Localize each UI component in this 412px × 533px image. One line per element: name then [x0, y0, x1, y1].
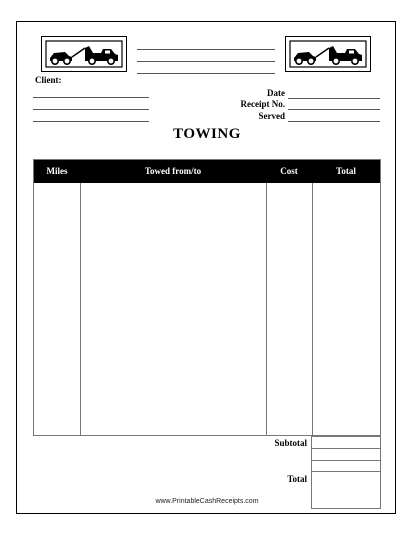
- column-divider: [80, 183, 81, 435]
- client-line-2[interactable]: [33, 109, 149, 110]
- business-address-line[interactable]: [137, 61, 275, 62]
- column-divider: [312, 183, 313, 435]
- document-title: TOWING: [173, 126, 241, 142]
- client-line-1[interactable]: [33, 97, 149, 98]
- date-label: Date: [267, 88, 285, 98]
- website-footer[interactable]: www.PrintableCashReceipts.com: [155, 498, 259, 505]
- column-header-miles: Miles: [46, 166, 68, 176]
- date-line[interactable]: [288, 98, 380, 99]
- served-line[interactable]: [288, 121, 380, 122]
- client-line-3[interactable]: [33, 121, 149, 122]
- tow-truck-logo-right: [285, 36, 371, 72]
- column-header-towed-from-to: Towed from/to: [144, 166, 202, 176]
- business-name-line[interactable]: [137, 49, 275, 50]
- receipt-page: [16, 21, 396, 514]
- tow-truck-logo-left: [41, 36, 127, 72]
- tow-truck-icon: [289, 40, 367, 68]
- column-divider: [266, 183, 267, 435]
- receipt-number-label: Receipt No.: [240, 99, 285, 109]
- subtotal-label: Subtotal: [274, 438, 307, 448]
- receipt-number-line[interactable]: [288, 109, 380, 110]
- client-label: Client:: [35, 75, 62, 85]
- business-phone-line[interactable]: [137, 73, 275, 74]
- column-header-total: Total: [336, 166, 356, 176]
- tow-truck-icon: [45, 40, 123, 68]
- total-label: Total: [287, 474, 307, 484]
- line-items-table: [33, 159, 381, 436]
- table-header: [34, 160, 380, 183]
- column-header-cost: Cost: [280, 166, 298, 176]
- served-label: Served: [258, 111, 285, 121]
